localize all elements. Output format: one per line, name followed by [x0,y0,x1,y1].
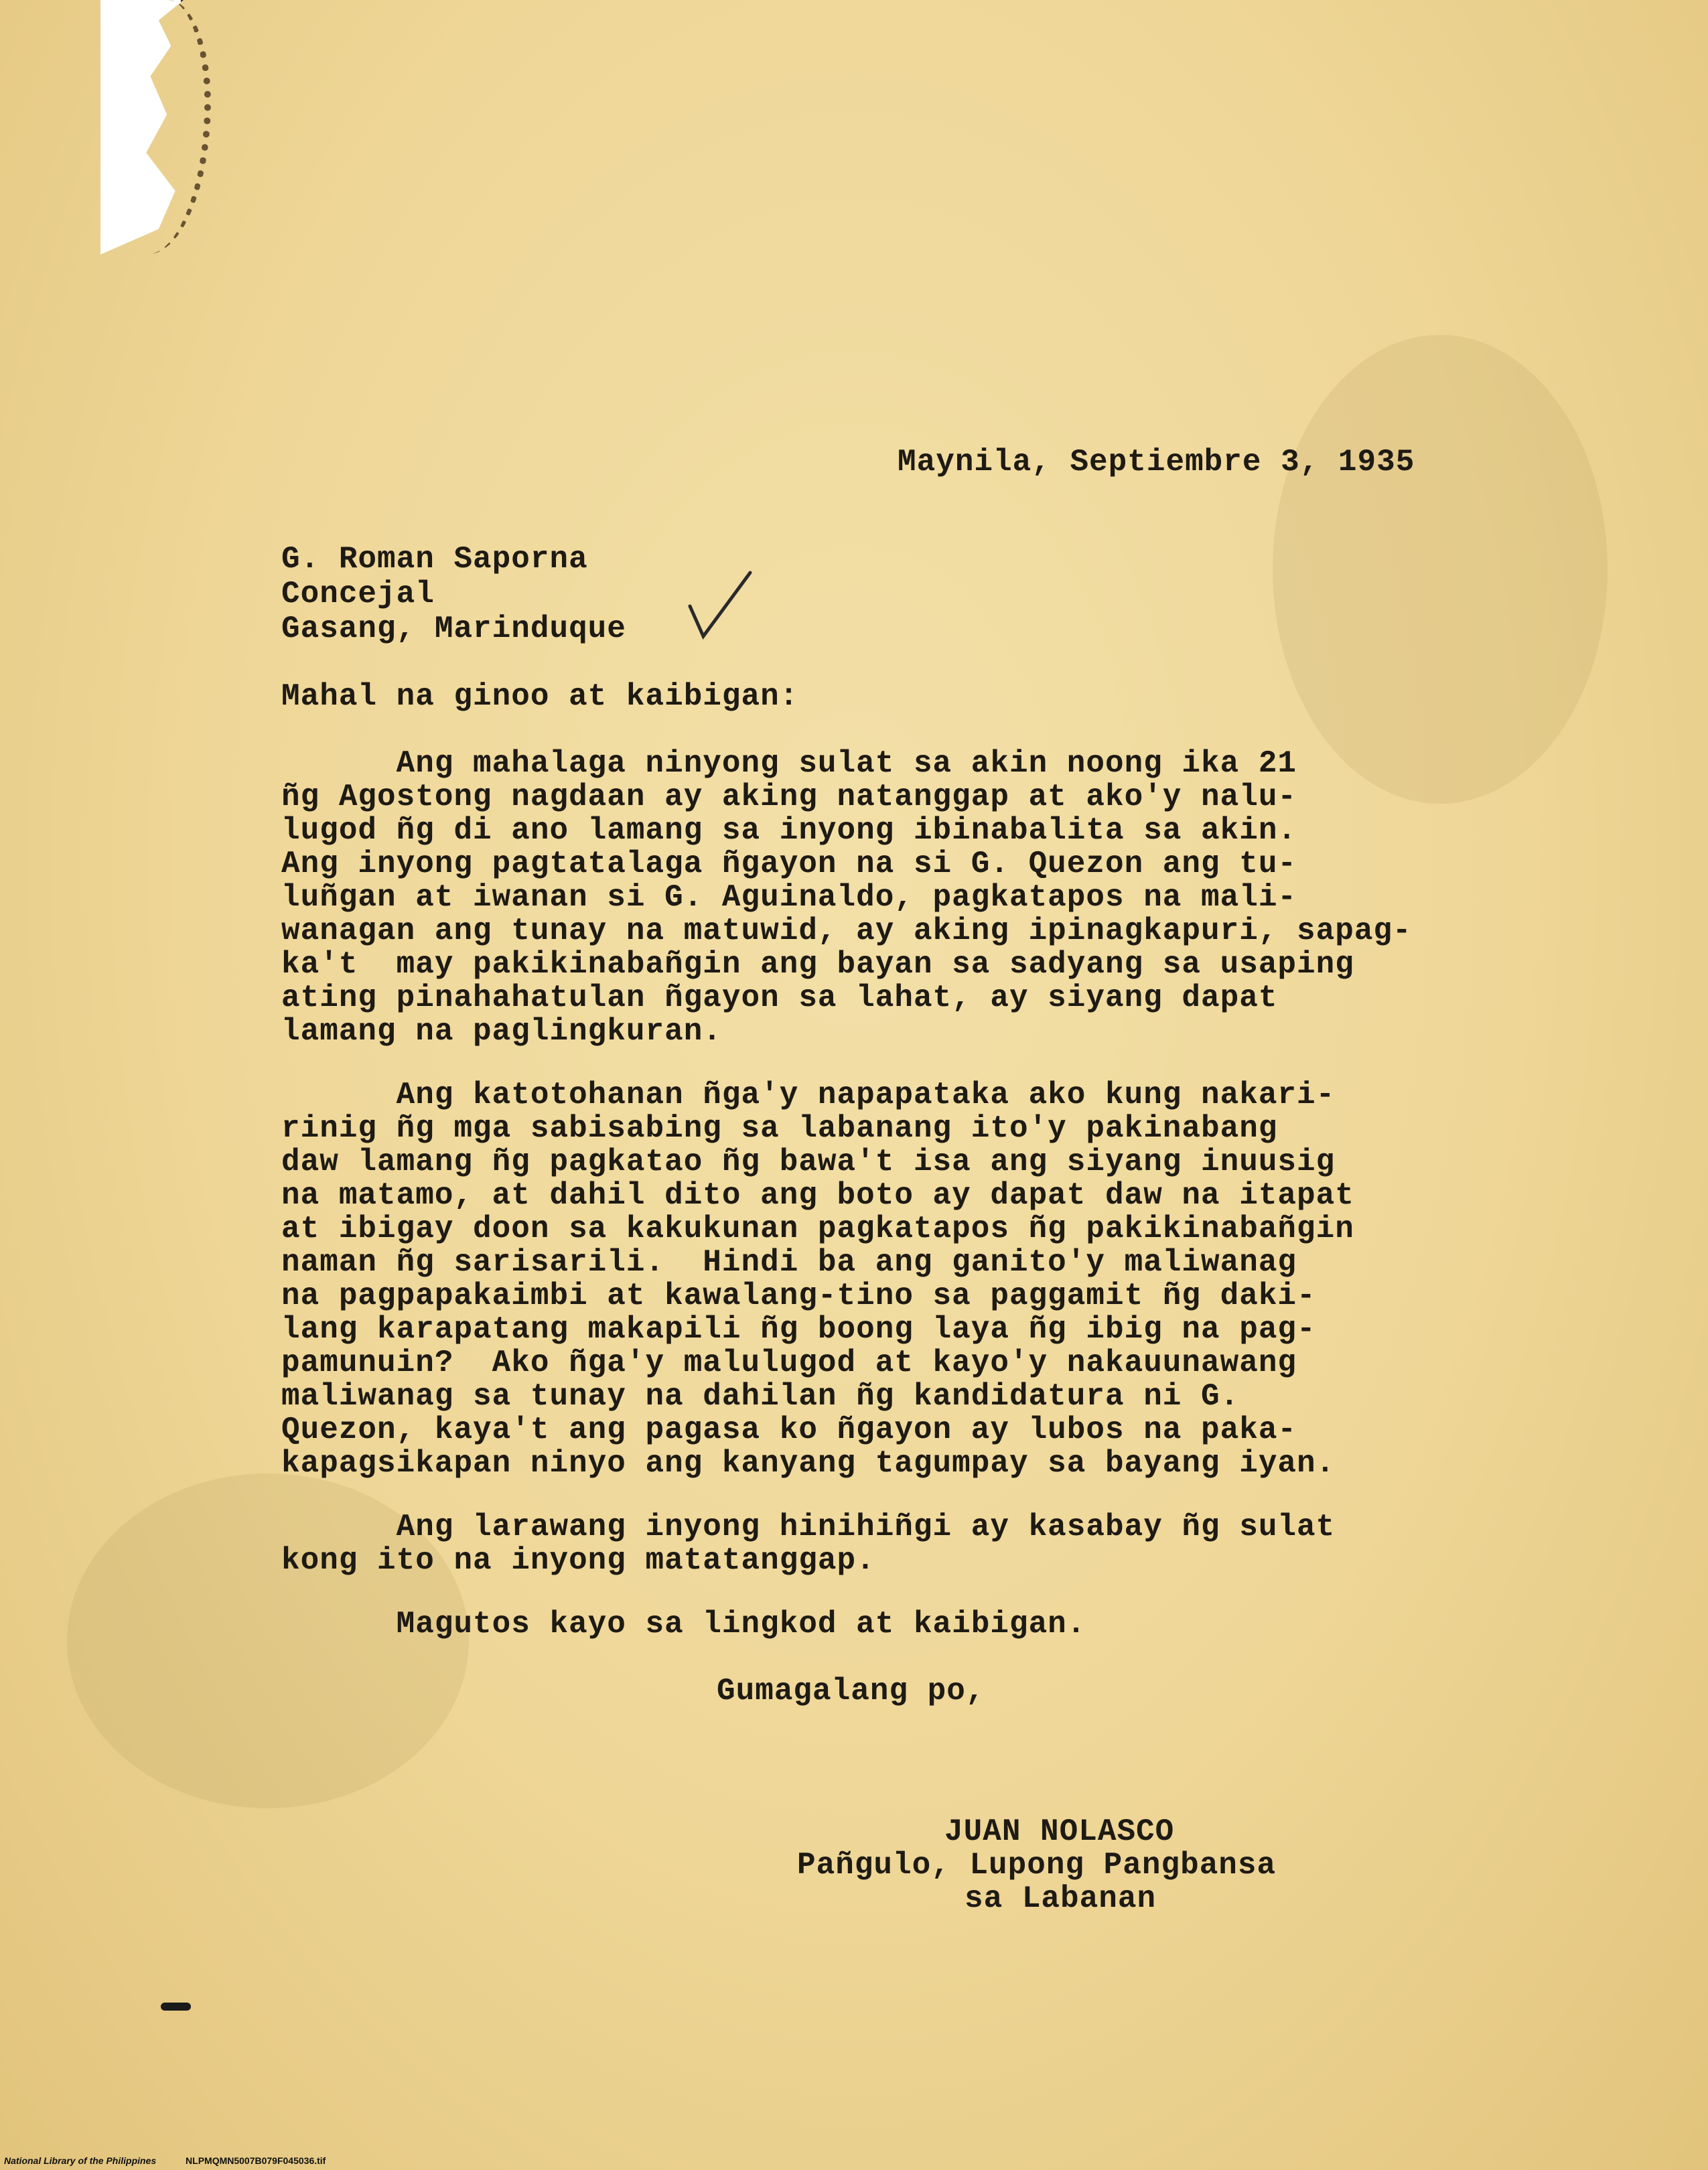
checkmark-icon [677,569,757,650]
body-line: wanagan ang tunay na matuwid, ay aking ipinagkapuri, sapag- [281,914,1412,948]
paper-stain [1273,335,1608,804]
address-line-name: G. Roman Saporna [281,542,588,577]
closing-line: Magutos kayo sa lingkod at kaibigan. [281,1607,1086,1642]
body-line: rinig ñg mga sabisabing sa labanang ito'y pakinabang [281,1111,1278,1146]
signature-name: JUAN NOLASCO [944,1814,1175,1849]
body-line: lamang na paglingkuran. [281,1014,722,1049]
burnt-edge [104,0,211,255]
body-line: naman ñg sarisarili. Hindi ba ang ganito'y maliwanag [281,1245,1297,1280]
body-line: Ang larawang inyong hinihiñgi ay kasabay ñg sulat [281,1510,1336,1544]
body-line: daw lamang ñg pagkatao ñg bawa't isa ang siyang inuusig [281,1145,1336,1179]
body-line: at ibigay doon sa kakukunan pagkatapos ñg pakikinabañgin [281,1212,1354,1246]
address-line-place: Gasang, Marinduque [281,611,626,646]
salutation: Mahal na ginoo at kaibigan: [281,679,799,714]
signature-org: sa Labanan [965,1881,1157,1916]
body-line: lugod ñg di ano lamang sa inyong ibinabalita sa akin. [281,813,1297,848]
body-line: ñg Agostong nagdaan ay aking natanggap at ako'y nalu- [281,780,1297,814]
complimentary-close: Gumagalang po, [717,1674,985,1709]
body-line: Ang inyong pagtatalaga ñgayon na si G. Quezon ang tu- [281,847,1297,881]
body-line: Ang katotohanan ñga'y napapataka ako kung nakari- [281,1078,1336,1112]
body-line: maliwanag sa tunay na dahilan ñg kandidatura ni G. [281,1379,1240,1414]
body-line: ating pinahahatulan ñgayon sa lahat, ay siyang dapat [281,981,1278,1015]
body-line: kapagsikapan ninyo ang kanyang tagumpay sa bayang iyan. [281,1446,1336,1481]
body-line: kong ito na inyong matatanggap. [281,1543,875,1578]
body-line: lang karapatang makapili ñg boong laya ñg ibig na pag- [281,1312,1316,1347]
scan-footer [0,2155,1708,2166]
dateline: Maynila, Septiembre 3, 1935 [898,445,1415,480]
body-line: na matamo, at dahil dito ang boto ay dapat daw na itapat [281,1178,1354,1213]
ink-mark [161,2003,191,2011]
signature-title: Pañgulo, Lupong Pangbansa [797,1848,1277,1883]
body-line: luñgan at iwanan si G. Aguinaldo, pagkatapos na mali- [281,880,1297,915]
body-line: pamunuin? Ako ñga'y malulugod at kayo'y nakauunawang [281,1346,1297,1380]
body-line: na pagpapakaimbi at kawalang-tino sa paggamit ñg daki- [281,1279,1316,1313]
body-line: Quezon, kaya't ang pagasa ko ñgayon ay lubos na paka- [281,1413,1297,1447]
address-line-title: Concejal [281,577,435,611]
footer-filename: NLPMQMN5007B079F045036.tif [186,2155,326,2166]
footer-institution: National Library of the Philippines [4,2155,157,2166]
body-line: ka't may pakikinabañgin ang bayan sa sadyang sa usaping [281,947,1354,982]
body-line: Ang mahalaga ninyong sulat sa akin noong ika 21 [281,746,1297,781]
